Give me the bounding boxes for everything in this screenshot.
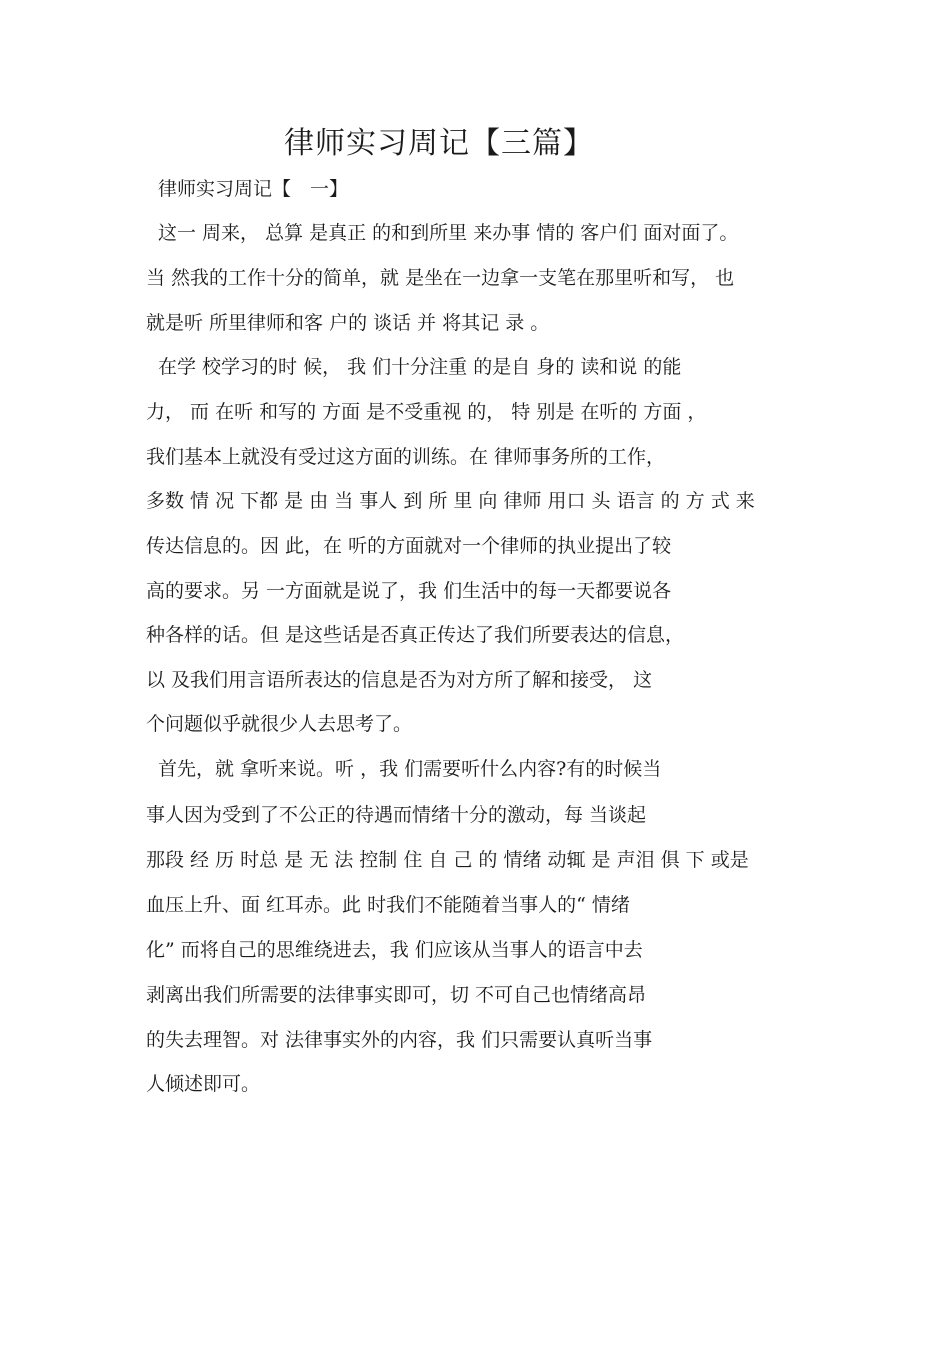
- body-line: 就是听 所里律师和客 户的 谈话 并 将其记 录 。: [146, 312, 550, 334]
- body-line: 人倾述即可。: [146, 1073, 261, 1095]
- body-line: 血压上升、面 红耳赤。此 时我们不能随着当事人的“ 情绪: [146, 894, 630, 916]
- body-line: 这一 周来， 总算 是真正 的和到所里 来办事 情的 客户们 面对面了。: [158, 222, 739, 244]
- body-line: 以 及我们用言语所表达的信息是否为对方所了解和接受， 这: [146, 669, 653, 691]
- body-line: 在学 校学习的时 候， 我 们十分注重 的是自 身的 读和说 的能: [158, 356, 682, 378]
- section-heading: 律师实习周记【 一】: [158, 178, 349, 200]
- body-line: 传达信息的。因 此，在 听的方面就对一个律师的执业提出了较: [146, 535, 672, 557]
- body-line: 当 然我的工作十分的简单，就 是坐在一边拿一支笔在那里听和写， 也: [146, 267, 735, 289]
- body-line: 首先，就 拿听来说。听 ，我 们需要听什么内容?有的时候当: [158, 758, 662, 780]
- body-line: 多数 情 况 下都 是 由 当 事人 到 所 里 向 律师 用口 头 语言 的 方 式 来: [146, 490, 755, 512]
- body-line: 我们基本上就没有受过这方面的训练。在 律师事务所的工作，: [146, 446, 666, 468]
- body-line: 的失去理智。对 法律事实外的内容，我 们只需要认真听当事: [146, 1029, 653, 1051]
- body-line: 力， 而 在听 和写的 方面 是不受重视 的， 特 别是 在听的 方面 ，: [146, 401, 707, 423]
- body-line: 剥离出我们所需要的法律事实即可，切 不可自己也情绪高昂: [146, 984, 647, 1006]
- body-line: 个问题似乎就很少人去思考了。: [146, 713, 413, 735]
- body-line: 高的要求。另 一方面就是说了，我 们生活中的每一天都要说各: [146, 580, 672, 602]
- document-title: 律师实习周记【三篇】: [284, 126, 594, 161]
- body-line: 那段 经 历 时总 是 无 法 控制 住 自 己 的 情绪 动辄 是 声泪 俱 下 或是: [146, 849, 749, 871]
- body-line: 事人因为受到了不公正的待遇而情绪十分的激动，每 当谈起: [146, 804, 647, 826]
- body-line: 种各样的话。但 是这些话是否真正传达了我们所要表达的信息，: [146, 624, 685, 646]
- body-line: 化” 而将自己的思维绕进去，我 们应该从当事人的语言中去: [146, 939, 643, 961]
